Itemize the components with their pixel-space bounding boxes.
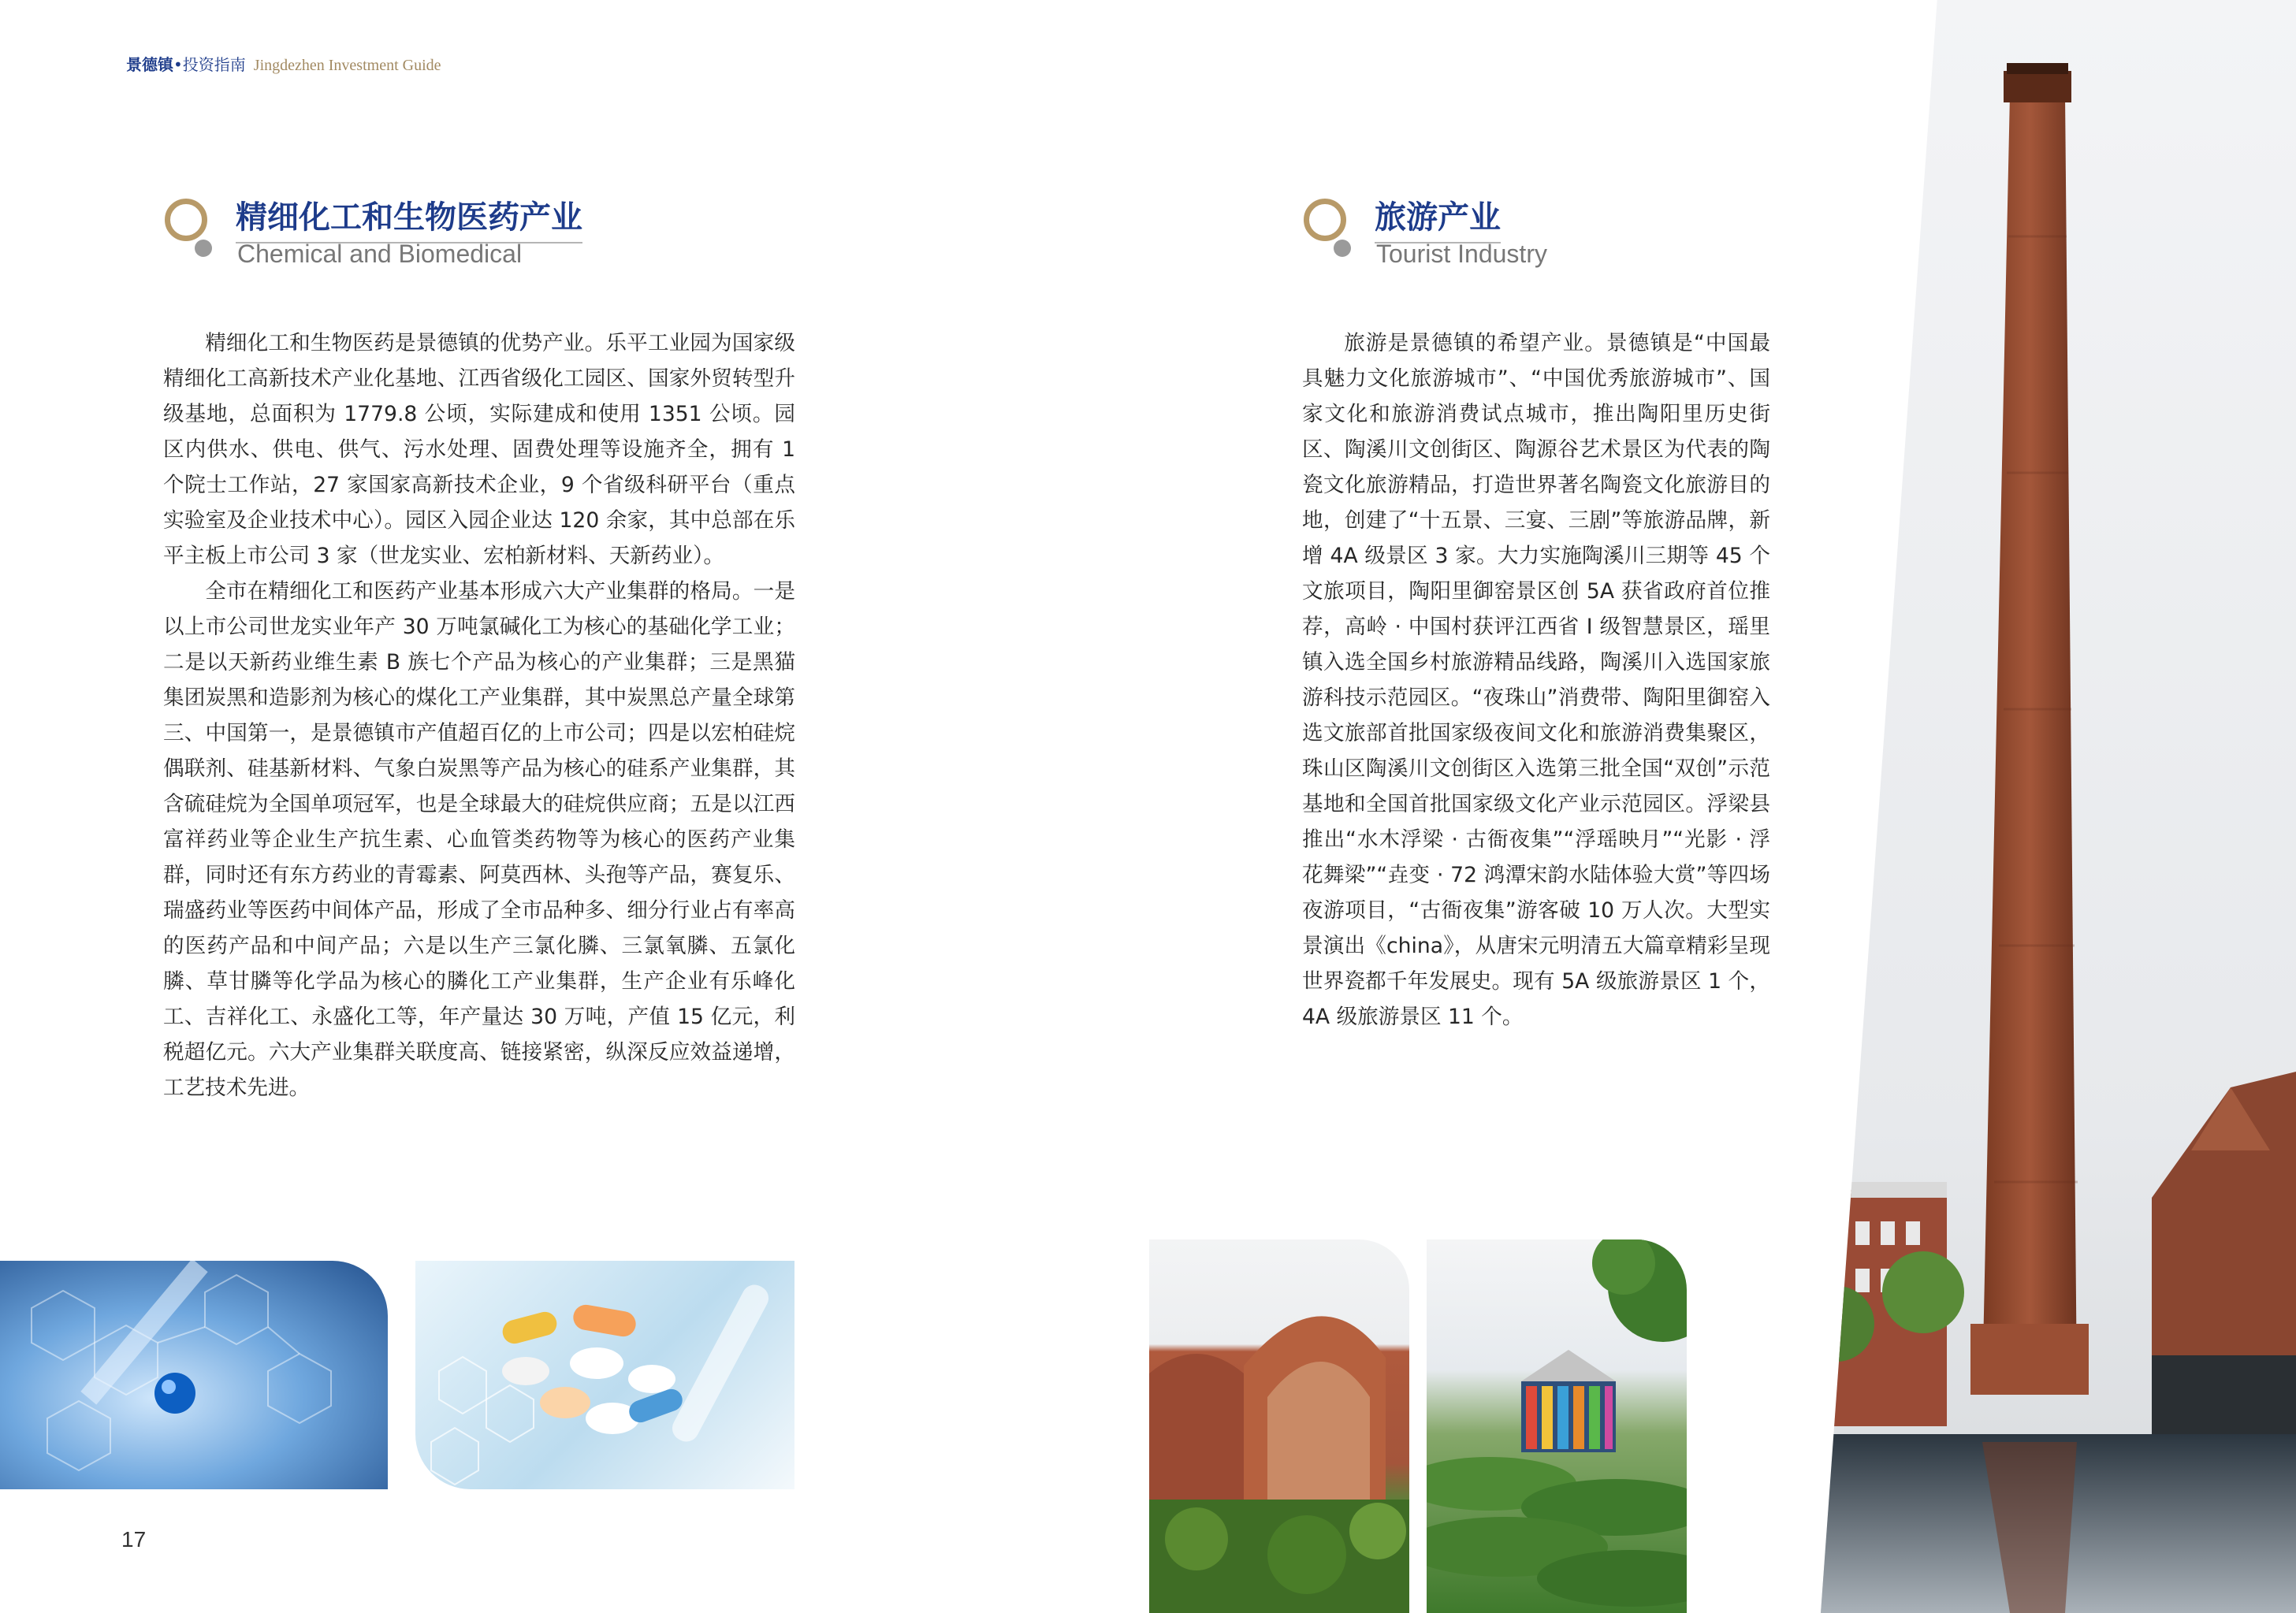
chimney-graphic [1821,0,2296,1613]
body-text-tourism [1302,325,1770,1035]
photo-molecular-pipette [0,1261,388,1489]
photo-kiln-arches [1149,1239,1409,1613]
section-title-chemical: 精细化工和生物医药产业 [236,192,582,243]
ring-icon [165,199,207,241]
dot-icon [1334,240,1351,257]
pills-graphic [415,1261,794,1489]
header-brand: 景德镇 [126,55,173,74]
paragraph: 旅游是景德镇的希望产业。景德镇是“中国最具魅力文化旅游城市”、“中国优秀旅游城市”、国家文化和旅游消费试点城市，推出陶阳里历史街区、陶溪川文创街区、陶源谷艺术景区为代表的陶瓷文化旅游精品，打造世界著名陶瓷文化旅游目的地，创建了“十五景、三宴、三剧”等旅游品牌，新增 4A 级景区 3 家。大力实施陶溪川三期等 45 个文旅项目，陶阳里御窑景区创 5A 获省政府首位推荐，高岭 · 中国村获评江西省 I 级智慧景区，瑶里镇入选全国乡村旅游精品线路，陶溪川入选国家旅游科技示范园区。“夜珠山”消费带、陶阳里御窑入选文旅部首批国家级夜间文化和旅游消费集聚区，珠山区陶溪川文创街区入选第三批全国“双创”示范基地和全国首批国家级文化产业示范园区。浮梁县推出“水木浮梁 · 古衙夜集”“浮瑶映月”“光影 · 浮花舞梁”“垚变 · 72 鸿潭宋韵水陆体验大赏”等四场夜游项目，“古衙夜集”游客破 10 万人次。大型实景演出《china》，从唐宋元明清五大篇章精彩呈现世界瓷都千年发展史。现有 5A 级旅游景区 1 个，4A 级旅游景区 11 个。 [1302,331,1770,1029]
paragraph: 全市在精细化工和医药产业基本形成六大产业集群的格局。一是以上市公司世龙实业年产 30 万吨氯碱化工为核心的基础化学工业；二是以天新药业维生素 B 族七个产品为核心的产业集群；三是黑猫集团炭黑和造影剂为核心的煤化工产业集群，其中炭黑总产量全球第三、中国第一，是景德镇市产值超百亿的上市公司；四是以宏柏硅烷偶联剂、硅基新材料、气象白炭黑等产品为核心的硅系产业集群，其含硫硅烷为全国单项冠军，也是全球最大的硅烷供应商；五是以江西富祥药业等企业生产抗生素、心血管类药物等为核心的医药产业集群，同时还有东方药业的青霉素、阿莫西林、头孢等产品，赛复乐、瑞盛药业等医药中间体产品，形成了全市品种多、细分行业占有率高的医药产品和中间产品；六是以生产三氯化膦、三氯氧膦、五氯化膦、草甘膦等化学品为核心的膦化工产业集群，生产企业有乐峰化工、吉祥化工、永盛化工等，年产量达 30 万吨，产值 15 亿元，利税超亿元。六大产业集群关联度高、链接紧密，纵深反应效益递增，工艺技术先进。 [163,579,795,1100]
photo-pills [415,1261,794,1489]
photo-chimney [1821,0,2296,1613]
section-subtitle-chemical: Chemical and Biomedical [237,240,523,268]
photo-tea-house [1427,1239,1687,1613]
header-subtitle: 投资指南 [182,55,246,74]
dot-icon [195,240,212,257]
kiln-graphic [1149,1239,1409,1613]
running-header [126,52,441,75]
body-text-chemical [163,325,795,1106]
molecule-graphic [0,1261,388,1489]
header-separator: • [173,55,183,74]
header-english: Jingdezhen Investment Guide [253,57,441,74]
section-subtitle-tourism: Tourist Industry [1376,240,1547,268]
tea-house-graphic [1427,1239,1687,1613]
page-number: 17 [121,1527,147,1552]
ring-icon [1304,199,1346,241]
paragraph: 精细化工和生物医药是景德镇的优势产业。乐平工业园为国家级精细化工高新技术产业化基地、江西省级化工园区、国家外贸转型升级基地，总面积为 1779.8 公顷，实际建成和使用 1351 公顷。园区内供水、供电、供气、污水处理、固费处理等设施齐全，拥有 1 个院士工作站，27 家国家高新技术企业，9 个省级科研平台（重点实验室及企业技术中心）。园区入园企业达 120 余家，其中总部在乐平主板上市公司 3 家（世龙实业、宏柏新材料、天新药业）。 [163,331,795,568]
section-title-tourism: 旅游产业 [1375,192,1501,243]
